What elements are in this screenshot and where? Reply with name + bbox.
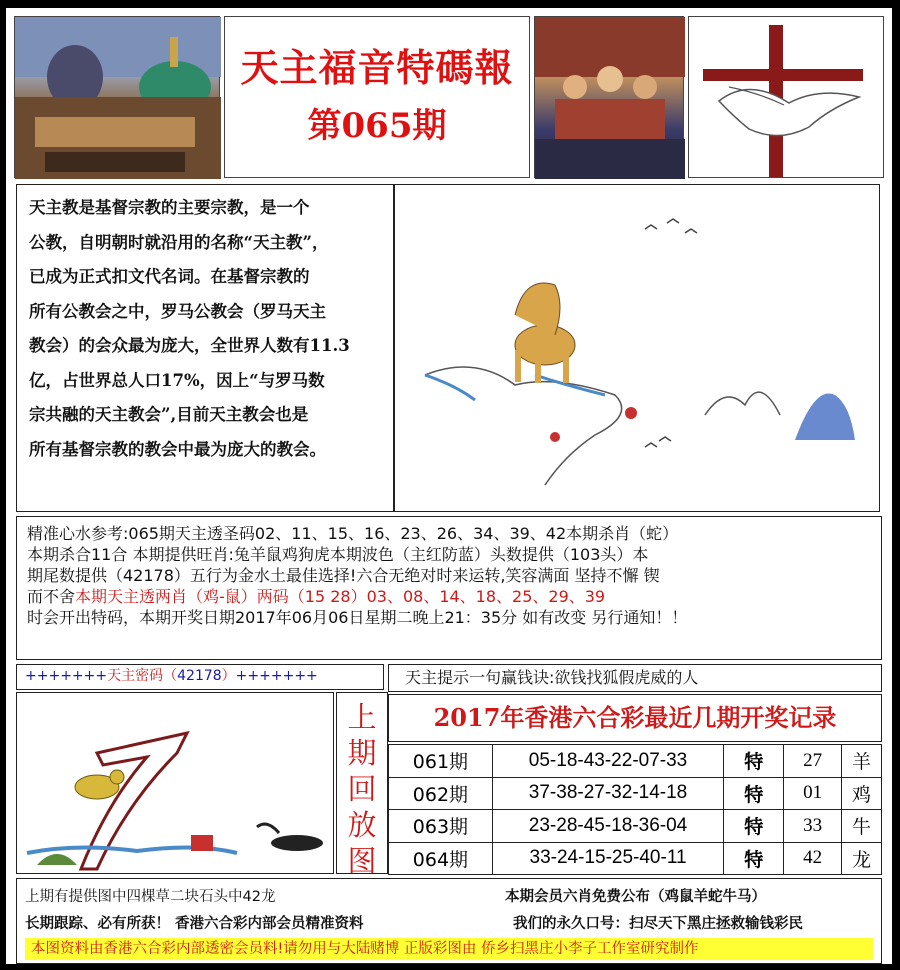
- dog-illustration-panel: [394, 184, 880, 512]
- special-number-cell: 27: [784, 745, 842, 778]
- plus-decoration: +++++++: [25, 668, 108, 684]
- footer-last-issue-note: 上期有提供图中四棵草二块石头中42龙: [25, 889, 276, 905]
- cathedral-illustration: [15, 17, 221, 179]
- period-cell: 062期: [389, 777, 493, 810]
- reference-line-prefix: 而不舍: [27, 587, 76, 606]
- intro-paragraph: [17, 185, 393, 467]
- numbers-cell: 05-18-43-22-07-33: [492, 745, 723, 778]
- cross-dove-image: [688, 16, 884, 178]
- special-number-cell: 01: [784, 777, 842, 810]
- tip-highlight-red: 本期天主透两肖（鸡-鼠）两码（15 28）03、08、14、18、25、29、39: [75, 587, 606, 606]
- period-cell: 061期: [389, 745, 493, 778]
- masthead: [224, 16, 530, 178]
- period-cell: 063期: [389, 810, 493, 843]
- zodiac-cell: 鸡: [842, 777, 882, 810]
- special-label-cell: 特: [724, 810, 784, 843]
- special-label-cell: 特: [724, 745, 784, 778]
- cathedral-image: [14, 16, 220, 178]
- table-row: [389, 810, 882, 843]
- intro-line: 天主教是基督宗教的主要宗教，是一个: [29, 198, 310, 217]
- footer-member-zodiacs: 本期会员六肖免费公布（鸡鼠羊蛇牛马）: [505, 889, 766, 905]
- plus-decoration: +++++++: [235, 668, 318, 684]
- vertical-char: 放: [347, 808, 377, 842]
- footer-panel: [16, 878, 882, 964]
- newsletter-page: [6, 8, 892, 964]
- newsletter-title: 天主福音特碼報: [240, 45, 514, 90]
- intro-text-panel: [16, 184, 394, 512]
- bird-on-seven-illustration: [17, 693, 334, 874]
- vertical-char: 期: [347, 736, 377, 770]
- last-supper-painting: [535, 17, 685, 179]
- bird-illustration-panel: [16, 692, 334, 874]
- vertical-char: 图: [347, 844, 377, 874]
- special-label-cell: 特: [724, 842, 784, 875]
- last-supper-image: [534, 16, 684, 178]
- footer-banner: 本图资料由香港六合彩内部透密会员料!请勿用与大陆赌博 正版彩图由 侨乡扫黑庄小李子工作室研究制作: [25, 938, 873, 960]
- vertical-char: 上: [347, 700, 377, 734]
- zodiac-cell: 龙: [842, 842, 882, 875]
- numbers-cell: 23-28-45-18-36-04: [492, 810, 723, 843]
- numbers-cell: 33-24-15-25-40-11: [492, 842, 723, 875]
- intro-line: 所有基督宗教的教会中最为庞大的教会。: [29, 439, 326, 459]
- special-number-cell: 33: [784, 810, 842, 843]
- reference-line: 时会开出特码，本期开奖日期2017年06月06日星期二晚上21：35分 如有改变 另行通知！！: [27, 608, 688, 627]
- secret-code-value: 42178: [177, 668, 222, 684]
- table-row: [389, 745, 882, 778]
- intro-line: 亿，占世界总人口17%，因上“与罗马数: [29, 370, 325, 390]
- footer-tracking-note: 长期跟踪、必有所获！ 香港六合彩内部会员精准资料: [25, 916, 364, 932]
- period-cell: 064期: [389, 842, 493, 875]
- draw-results-table: [388, 744, 882, 875]
- zodiac-cell: 羊: [842, 745, 882, 778]
- intro-line: 宗共融的天主教会”,目前天主教会也是: [29, 405, 309, 424]
- zodiac-cell: 牛: [842, 810, 882, 843]
- special-label-cell: 特: [724, 777, 784, 810]
- vertical-char: 回: [347, 772, 377, 806]
- winning-tip: 天主提示一句赢钱诀:欲钱找狐假虎威的人: [388, 664, 882, 692]
- numbers-cell: 37-38-27-32-14-18: [492, 777, 723, 810]
- issue-number: 第065期: [307, 106, 447, 146]
- last-issue-vertical-label: [336, 692, 388, 874]
- footer-slogan: 我们的永久口号：扫尽天下黑庄拯救输钱彩民: [513, 916, 803, 932]
- special-number-cell: 42: [784, 842, 842, 875]
- draw-table-title-box: [388, 694, 882, 742]
- secret-code-label: 天主密码（: [107, 668, 178, 684]
- reference-line: 期尾数提供（42178）五行为金水土最佳选择!六合无绝对时来运转,笑容满面 坚持不懈 锲: [27, 566, 660, 585]
- intro-line: 公教，自明朝时就沿用的名称“天主教”，: [29, 232, 329, 252]
- secret-code-bar: [16, 664, 384, 690]
- reference-line: 精准心水参考:065期天主透圣码02、11、15、16、23、26、34、39、42本期杀肖（蛇）: [27, 524, 679, 543]
- reference-line-highlight: [17, 586, 881, 607]
- cross-dove-icon: [689, 17, 885, 179]
- dog-on-cliff-illustration: [395, 185, 880, 512]
- intro-line: 所有公教会之中，罗马公教会（罗马天主: [29, 301, 326, 321]
- secret-code-label-end: ）: [221, 668, 236, 684]
- draw-table-title: 2017年香港六合彩最近几期开奖记录: [433, 703, 837, 732]
- table-row: [389, 842, 882, 875]
- intro-line: 已成为正式扣文代名词。在基督宗教的: [29, 267, 310, 286]
- intro-line: 教会）的会众最为庞大，全世界人数有11.3: [29, 336, 350, 355]
- reference-line: 本期杀合11合 本期提供旺肖:兔羊鼠鸡狗虎本期波色（主红防蓝）头数提供（103头）本: [27, 545, 649, 564]
- table-row: [389, 777, 882, 810]
- reference-panel: [16, 516, 882, 660]
